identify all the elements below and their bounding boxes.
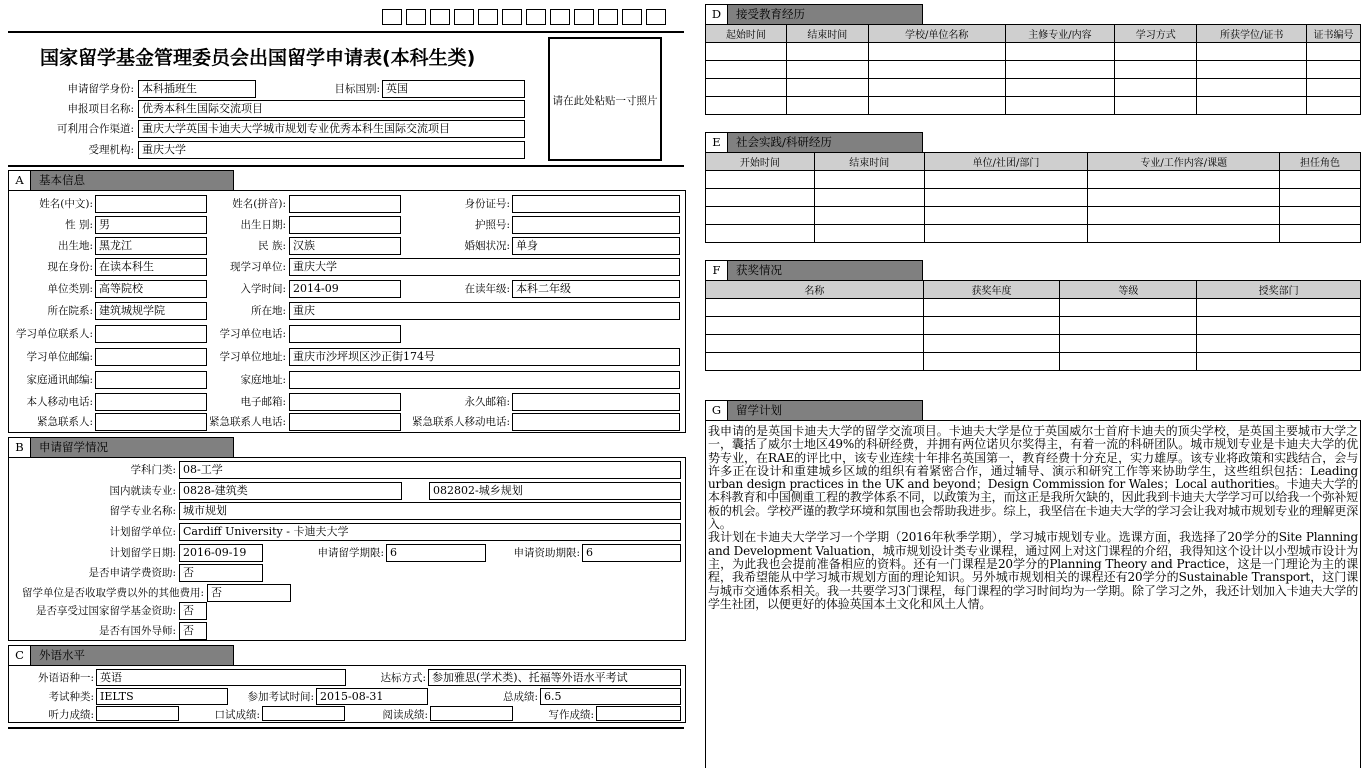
domestic-major2-field[interactable]: 082802-城乡规划 [429,482,681,500]
section-letter: B [9,438,31,457]
section-d-header [705,4,923,25]
total-field[interactable]: 6.5 [540,688,681,705]
serial-box [598,9,618,25]
status-field[interactable]: 在读本科生 [95,258,207,276]
lang-label: 外语语种一: [37,672,94,684]
table-header-row [706,281,1361,299]
exam-type-field[interactable]: IELTS [96,688,228,705]
emergency-mobile-field[interactable] [512,413,680,431]
table-row[interactable] [706,207,1361,225]
discipline-label: 学科门类: [130,464,176,476]
channel-label: 可利用合作渠道: [56,123,134,135]
section-letter: D [706,5,728,24]
contact-label: 学习单位联系人: [15,328,93,340]
table-row[interactable] [706,79,1361,97]
id-field[interactable] [512,195,680,213]
table-row[interactable] [706,97,1361,115]
column-header: 名称 [706,281,924,299]
supervisor-label: 是否有国外导师: [98,625,176,637]
perm-email-field[interactable] [512,393,680,411]
postcode-label: 学习单位邮编: [26,351,93,363]
serial-box [478,9,498,25]
unit-phone-label: 学习单位电话: [219,328,286,340]
enroll-field[interactable]: 2014-09 [289,280,401,298]
school-field[interactable]: 建筑城规学院 [95,302,207,320]
column-header: 获奖年度 [923,281,1060,299]
location-label: 所在地: [250,305,286,317]
marital-label: 婚姻状况: [464,240,510,252]
writing-field[interactable] [596,706,681,721]
id-label: 身份证号: [464,198,510,210]
name-cn-label: 姓名(中文): [39,198,93,210]
domestic-major-label: 国内就读专业: [109,485,176,497]
home-postcode-label: 家庭通讯邮编: [26,374,93,386]
plan-date-field[interactable]: 2016-09-19 [179,544,263,562]
reading-label: 阅读成绩: [382,709,428,721]
contact-field[interactable] [95,325,207,343]
column-header: 开始时间 [706,153,815,171]
status-label: 现在身份: [47,261,93,273]
section-c-header [8,645,234,666]
birthplace-field[interactable]: 黑龙江 [95,237,207,255]
applicant-identity-field[interactable]: 本科插班生 [138,80,256,98]
divider [8,727,684,729]
divider [8,165,684,167]
birthplace-label: 出生地: [57,240,93,252]
serial-box [430,9,450,25]
period-field[interactable]: 6 [386,544,486,562]
form-title: 国家留学基金管理委员会出国留学申请表(本科生类) [40,47,476,69]
name-cn-field[interactable] [95,195,207,213]
emergency-phone-label: 紧急联系人电话: [208,416,286,428]
applicant-identity-label: 申请留学身份: [67,83,134,95]
column-header: 所获学位/证书 [1197,25,1307,43]
section-title: 基本信息 [39,173,85,187]
exam-type-label: 考试种类: [48,691,94,703]
domestic-major-field[interactable]: 0828-建筑类 [179,482,402,500]
serial-box [526,9,546,25]
ethnicity-field[interactable]: 汉族 [289,237,401,255]
column-header: 专业/工作内容/课题 [1088,153,1280,171]
name-py-label: 姓名(拼音): [232,198,286,210]
plan-paragraph: 我计划在卡迪夫大学学习一个学期（2016年秋季学期），学习城市规划专业。选课方面，我选择了20学分的Site Planning and Development Valuation，城市规划设计类专业课程，通过网上对这门课程的介绍，我得知这个设计以小型城市设计为主，为此我也会提前准备相应的资料。还有一门课程是20学分的Planning Theory and Practice，这是一门理论为主的课程，我希望能从中学习城市规划方面的理论知识。另外城市规划相关的课程还有20学分的Sustainable Transport，这门课与城市交通体系相关。我一共要学习3门课程，每门课程的学习时间均为一学期。除了学习之外，我还计划加入卡迪夫大学的学生社团，以便更好的体验英国本土文化和风土人情。 [708,530,1358,611]
awards-table [705,280,1361,371]
total-label: 总成绩: [502,691,538,703]
emergency-field[interactable] [95,413,207,431]
column-header: 学习方式 [1115,25,1197,43]
email-label: 电子邮箱: [240,396,286,408]
column-header: 等级 [1060,281,1197,299]
section-title: 留学计划 [736,403,782,417]
funding-period-label: 申请资助期限: [513,547,580,559]
plan-unit-field[interactable]: Cardiff University - 卡迪夫大学 [179,523,681,541]
serial-box [574,9,594,25]
listening-field[interactable] [96,706,179,721]
section-letter: F [706,261,728,280]
home-address-label: 家庭地址: [240,374,286,386]
mobile-label: 本人移动电话: [26,396,93,408]
plan-paragraph: 我申请的是英国卡迪夫大学的留学交流项目。卡迪夫大学是位于英国威尔士首府卡迪夫的顶尖学校，是英国主要城市大学之一，囊括了威尔士地区49%的科研经费，并拥有两位诺贝尔奖得主，有着一流的科研团队。城市规划专业是卡迪夫大学的优势专业，在RAE的评比中，该专业连续十年排名英国第一，教育经费十分充足，实力雄厚。该专业将政策和实践结合，会与许多正在设计和重建城乡区域的组织有着紧密合作，通过辅导、演示和研究工作等来协助学生，这些组织包括：Leading urban design practices in the UK and beyond；Design Commission for Wales；Local authorities。卡迪夫大学的本科教育和中国侧重工程的教学体系不同，以政策为主，而这正是我所欠缺的，因此我到卡迪夫大学学习可以给我一个弥补短板的机会。学校严谨的教学环境和氛围也会帮助我进步。综上，我坚信在卡迪夫大学的学习会让我对城市规划专业的理解更深入。 [708,424,1358,532]
address-field[interactable]: 重庆市沙坪坝区沙正街174号 [289,348,680,366]
table-header-row [706,25,1361,43]
speaking-field[interactable] [262,706,345,721]
writing-label: 写作成绩: [548,709,594,721]
grade-field[interactable]: 本科二年级 [512,280,680,298]
name-py-field[interactable] [289,195,401,213]
birthdate-field[interactable] [289,216,401,234]
exam-date-label: 参加考试时间: [247,691,314,703]
serial-box [454,9,474,25]
table-row[interactable] [706,353,1361,371]
period-label: 申请留学期限: [317,547,384,559]
standard-field[interactable]: 参加雅思(学术类)、托福等外语水平考试 [428,669,681,686]
postcode-field[interactable] [95,348,207,366]
school-label: 所在院系: [47,305,93,317]
table-header-row [706,153,1361,171]
table-row[interactable] [706,225,1361,243]
column-header: 单位/社团/部门 [924,153,1088,171]
listening-label: 听力成绩: [48,709,94,721]
gender-field[interactable]: 男 [95,216,207,234]
birthdate-label: 出生日期: [240,219,286,231]
target-country-field[interactable]: 英国 [382,80,525,98]
table-row[interactable] [706,189,1361,207]
section-title: 社会实践/科研经历 [736,135,832,149]
location-field[interactable]: 重庆 [289,302,680,320]
section-f-header [705,260,923,281]
project-label: 申报项目名称: [67,103,134,115]
emergency-mobile-label: 紧急联系人移动电话: [411,416,510,428]
photo-text: 请在此处粘贴一寸照片 [552,95,658,107]
passport-field[interactable] [512,216,680,234]
other-fund-field[interactable]: 否 [179,602,207,620]
unit-phone-field[interactable] [289,325,401,343]
exam-date-field[interactable]: 2015-08-31 [316,688,428,705]
section-title: 接受教育经历 [736,7,805,21]
speaking-label: 口试成绩: [214,709,260,721]
serial-box [406,9,426,25]
plan-unit-label: 计划留学单位: [109,526,176,538]
education-table [705,24,1361,115]
section-a-header [8,170,234,191]
study-unit-label: 现学习单位: [229,261,286,273]
reading-field[interactable] [430,706,513,721]
emergency-phone-field[interactable] [289,413,401,431]
grade-label: 在读年级: [464,283,510,295]
column-header: 主修专业/内容 [1005,25,1115,43]
perm-email-label: 永久邮箱: [464,396,510,408]
supervisor-field[interactable]: 否 [179,622,207,640]
home-postcode-field[interactable] [95,371,207,389]
target-country-label: 目标国别: [334,83,380,95]
photo-placeholder[interactable] [548,37,662,161]
other-fees-field[interactable]: 否 [207,584,291,602]
section-g-header [705,400,923,421]
column-header: 结束时间 [814,153,924,171]
serial-box [382,9,402,25]
column-header: 授奖部门 [1197,281,1361,299]
table-row[interactable] [706,61,1361,79]
lang-field[interactable]: 英语 [96,669,346,686]
practice-table [705,152,1361,243]
project-field[interactable]: 优秀本科生国际交流项目 [138,100,525,118]
table-row[interactable] [706,43,1361,61]
section-title: 外语水平 [39,648,85,662]
channel-field[interactable]: 重庆大学英国卡迪夫大学城市规划专业优秀本科生国际交流项目 [138,120,525,138]
study-major-label: 留学专业名称: [109,505,176,517]
ethnicity-label: 民 族: [258,240,286,252]
study-major-field[interactable]: 城市规划 [179,502,681,520]
home-address-field[interactable] [289,371,680,389]
column-header: 证书编号 [1307,25,1361,43]
section-title: 获奖情况 [736,263,782,277]
column-header: 学校/单位名称 [868,25,1005,43]
study-unit-field[interactable]: 重庆大学 [289,258,680,276]
discipline-field[interactable]: 08-工学 [179,461,681,479]
section-title: 申请留学情况 [39,440,108,454]
section-e-header [705,132,923,153]
plan-date-label: 计划留学日期: [109,547,176,559]
section-b-header [8,437,234,458]
agency-label: 受理机构: [88,144,134,156]
section-letter: G [706,401,728,420]
funding-period-field[interactable]: 6 [582,544,681,562]
section-letter: C [9,646,31,665]
section-letter: E [706,133,728,152]
email-field[interactable] [289,393,401,411]
agency-field[interactable]: 重庆大学 [138,141,525,159]
serial-box [622,9,642,25]
table-row[interactable] [706,299,1361,317]
column-header: 担任角色 [1280,153,1361,171]
other-fund-label: 是否享受过国家留学基金资助: [35,605,176,617]
table-row[interactable] [706,335,1361,353]
gender-label: 性 别: [65,219,93,231]
table-row[interactable] [706,171,1361,189]
unit-type-field[interactable]: 高等院校 [95,280,207,298]
serial-box [646,9,666,25]
column-header: 结束时间 [786,25,868,43]
serial-box [550,9,570,25]
other-fees-label: 留学单位是否收取学费以外的其他费用: [21,587,204,599]
marital-field[interactable]: 单身 [512,237,680,255]
study-plan-text [708,425,1358,611]
table-row[interactable] [706,317,1361,335]
unit-type-label: 单位类别: [47,283,93,295]
section-letter: A [9,171,31,190]
enroll-label: 入学时间: [240,283,286,295]
standard-label: 达标方式: [380,672,426,684]
serial-box [502,9,522,25]
column-header: 起始时间 [706,25,787,43]
emergency-label: 紧急联系人: [36,416,93,428]
mobile-field[interactable] [95,393,207,411]
divider [8,31,684,33]
passport-label: 护照号: [474,219,510,231]
tuition-label: 是否申请学费资助: [88,567,176,579]
address-label: 学习单位地址: [219,351,286,363]
tuition-field[interactable]: 否 [179,564,263,582]
